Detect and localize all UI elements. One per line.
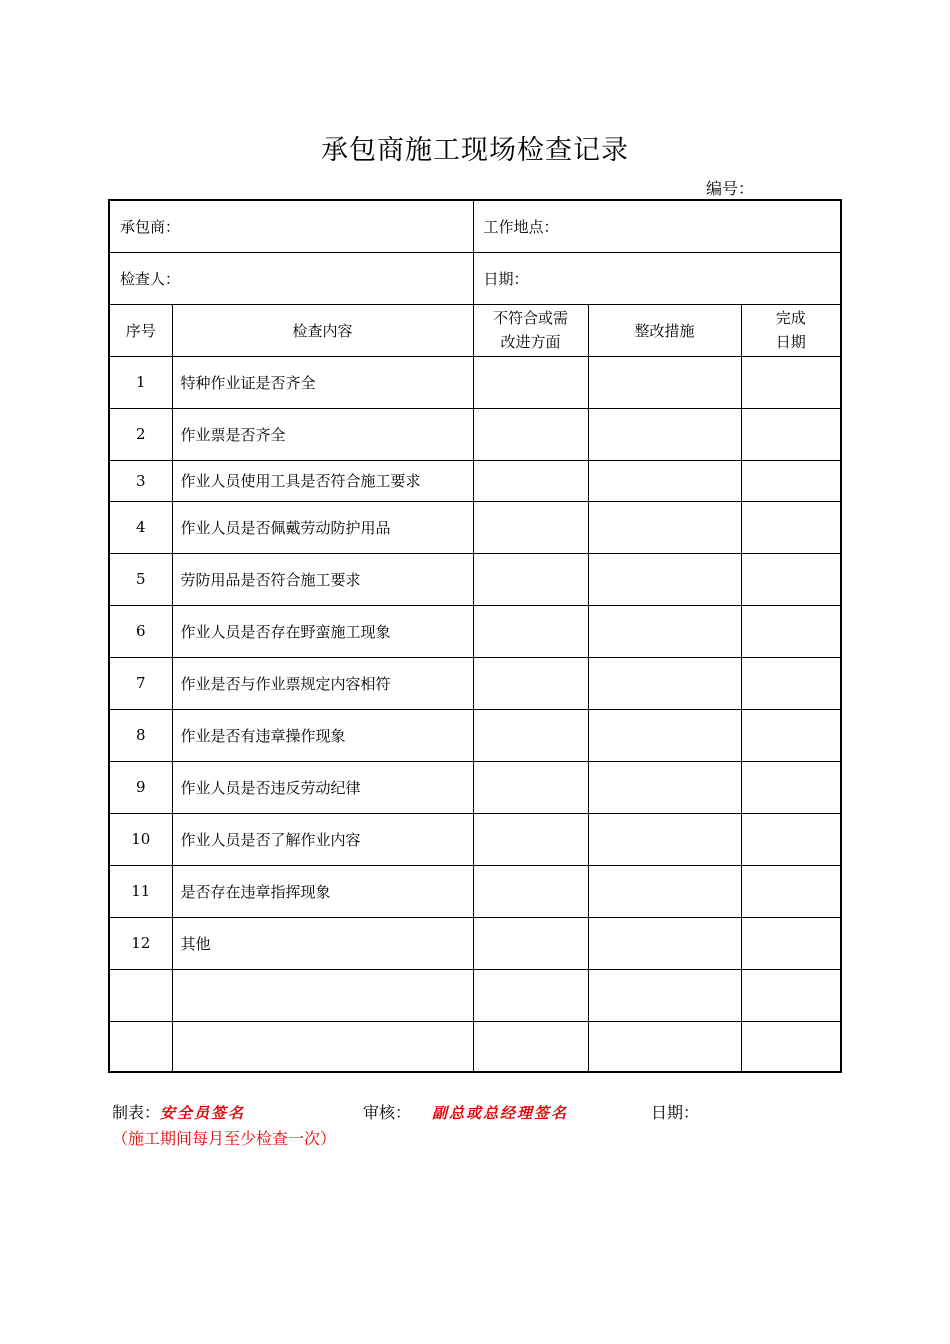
- nonconformity-cell[interactable]: [473, 553, 588, 605]
- location-label: 工作地点：: [483, 217, 559, 236]
- table-row: [109, 761, 841, 813]
- item-content: 作业票是否齐全: [172, 408, 473, 460]
- table-row: [109, 813, 841, 865]
- reviewed-by: [363, 1100, 411, 1123]
- measures-cell[interactable]: [588, 356, 741, 408]
- nonconformity-cell[interactable]: [473, 917, 588, 969]
- table-row: [109, 408, 841, 460]
- completion-date-cell[interactable]: [741, 709, 841, 761]
- completion-date-cell[interactable]: [741, 917, 841, 969]
- doc-number-label: 编号：: [706, 179, 755, 198]
- table-row: [109, 709, 841, 761]
- item-content: 作业是否与作业票规定内容相符: [172, 657, 473, 709]
- column-header-row: [109, 304, 841, 356]
- col-header-content: 检查内容: [172, 304, 473, 356]
- nonconformity-cell[interactable]: [473, 865, 588, 917]
- header-row-contractor: [109, 200, 841, 252]
- inspector-field[interactable]: [109, 252, 473, 304]
- inspection-table: [108, 199, 842, 1073]
- table-row: [109, 865, 841, 917]
- contractor-field[interactable]: [109, 200, 473, 252]
- completion-date-cell[interactable]: [741, 813, 841, 865]
- col-header-measures: 整改措施: [588, 304, 741, 356]
- item-number: 11: [109, 865, 172, 917]
- completion-date-cell[interactable]: [741, 865, 841, 917]
- measures-cell[interactable]: [588, 709, 741, 761]
- prepared-signature[interactable]: 安全员签名: [160, 1104, 246, 1122]
- footer-date: [651, 1100, 699, 1123]
- col-header-no: 序号: [109, 304, 172, 356]
- col-header-completion: [741, 304, 841, 356]
- table-row: [109, 460, 841, 501]
- inspection-frequency-note: （施工期间每月至少检查一次）: [112, 1129, 337, 1148]
- completion-date-cell[interactable]: [741, 761, 841, 813]
- item-number: 8: [109, 709, 172, 761]
- item-content: 作业人员是否了解作业内容: [172, 813, 473, 865]
- item-content: 特种作业证是否齐全: [172, 356, 473, 408]
- completion-date-cell[interactable]: [741, 356, 841, 408]
- measures-cell[interactable]: [588, 408, 741, 460]
- col-header-completion-line2: 日期: [775, 333, 806, 351]
- footer-date-label: 日期：: [651, 1103, 700, 1122]
- header-row-inspector: [109, 252, 841, 304]
- nonconformity-cell[interactable]: [473, 761, 588, 813]
- review-label: 审核：: [363, 1103, 412, 1122]
- item-content: 作业是否有违章操作现象: [172, 709, 473, 761]
- item-number: 1: [109, 356, 172, 408]
- location-field[interactable]: [473, 200, 841, 252]
- nonconformity-cell[interactable]: [473, 408, 588, 460]
- item-number: 5: [109, 553, 172, 605]
- table-row: [109, 969, 841, 1021]
- item-number: [109, 969, 172, 1021]
- item-content: 作业人员是否存在野蛮施工现象: [172, 605, 473, 657]
- table-row: [109, 501, 841, 553]
- inspector-label: 检查人：: [120, 269, 181, 288]
- table-row: [109, 605, 841, 657]
- item-number: 10: [109, 813, 172, 865]
- date-label: 日期：: [483, 269, 529, 288]
- col-header-completion-line1: 完成: [775, 309, 806, 327]
- table-row: [109, 917, 841, 969]
- item-number: 2: [109, 408, 172, 460]
- page-title: 承包商施工现场检查记录: [321, 135, 629, 166]
- nonconformity-cell[interactable]: [473, 501, 588, 553]
- nonconformity-cell[interactable]: [473, 969, 588, 1021]
- measures-cell[interactable]: [588, 917, 741, 969]
- item-content: 其他: [172, 917, 473, 969]
- completion-date-cell[interactable]: [741, 408, 841, 460]
- col-header-nonconformity-line1: 不符合或需: [493, 309, 569, 327]
- item-number: 6: [109, 605, 172, 657]
- prepared-by: [112, 1100, 245, 1123]
- measures-cell[interactable]: [588, 969, 741, 1021]
- item-number: 4: [109, 501, 172, 553]
- item-content: [172, 1021, 473, 1072]
- measures-cell[interactable]: [588, 553, 741, 605]
- review-signature[interactable]: 副总或总经理签名: [432, 1104, 569, 1122]
- completion-date-cell[interactable]: [741, 657, 841, 709]
- nonconformity-cell[interactable]: [473, 356, 588, 408]
- item-number: 9: [109, 761, 172, 813]
- date-field[interactable]: [473, 252, 841, 304]
- measures-cell[interactable]: [588, 865, 741, 917]
- item-number: 12: [109, 917, 172, 969]
- table-row: [109, 553, 841, 605]
- item-content: 是否存在违章指挥现象: [172, 865, 473, 917]
- col-header-nonconformity-line2: 改进方面: [500, 333, 561, 351]
- completion-date-cell[interactable]: [741, 605, 841, 657]
- nonconformity-cell[interactable]: [473, 813, 588, 865]
- table-row: [109, 657, 841, 709]
- nonconformity-cell[interactable]: [473, 657, 588, 709]
- item-number: 3: [109, 460, 172, 501]
- nonconformity-cell[interactable]: [473, 605, 588, 657]
- item-content: 作业人员是否违反劳动纪律: [172, 761, 473, 813]
- table-row: [109, 1021, 841, 1072]
- measures-cell[interactable]: [588, 605, 741, 657]
- completion-date-cell[interactable]: [741, 501, 841, 553]
- col-header-nonconformity: [473, 304, 588, 356]
- measures-cell[interactable]: [588, 813, 741, 865]
- measures-cell[interactable]: [588, 460, 741, 501]
- table-row: [109, 356, 841, 408]
- nonconformity-cell[interactable]: [473, 460, 588, 501]
- completion-date-cell[interactable]: [741, 553, 841, 605]
- measures-cell[interactable]: [588, 1021, 741, 1072]
- prepared-label: 制表：: [112, 1103, 161, 1122]
- measures-cell[interactable]: [588, 501, 741, 553]
- completion-date-cell[interactable]: [741, 969, 841, 1021]
- measures-cell[interactable]: [588, 657, 741, 709]
- item-number: 7: [109, 657, 172, 709]
- completion-date-cell[interactable]: [741, 1021, 841, 1072]
- item-content: 劳防用品是否符合施工要求: [172, 553, 473, 605]
- item-content: 作业人员是否佩戴劳动防护用品: [172, 501, 473, 553]
- item-content: [172, 969, 473, 1021]
- nonconformity-cell[interactable]: [473, 709, 588, 761]
- measures-cell[interactable]: [588, 761, 741, 813]
- item-number: [109, 1021, 172, 1072]
- completion-date-cell[interactable]: [741, 460, 841, 501]
- contractor-label: 承包商：: [120, 217, 181, 236]
- item-content: 作业人员使用工具是否符合施工要求: [172, 460, 473, 501]
- nonconformity-cell[interactable]: [473, 1021, 588, 1072]
